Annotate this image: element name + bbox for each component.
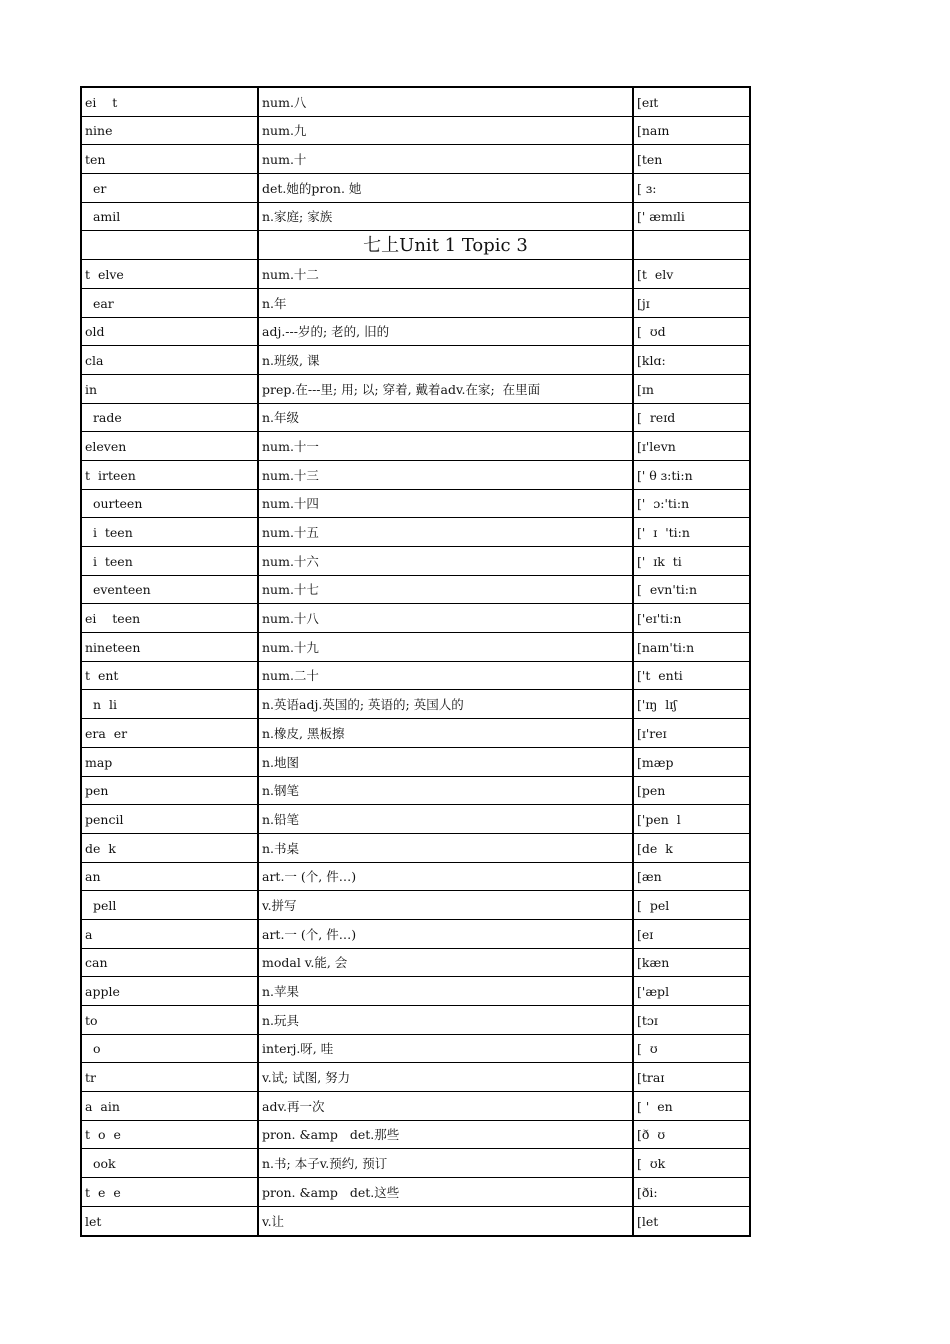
phonetic-cell: [ ʊ <box>633 1034 750 1063</box>
meaning-cell: art.一 (个, 件…) <box>258 862 633 891</box>
phonetic-cell: [mæp <box>633 747 750 776</box>
word-cell: i teen <box>81 547 258 576</box>
phonetic-cell: [ði: <box>633 1178 750 1207</box>
word-cell: t elve <box>81 260 258 289</box>
meaning-cell: num.十六 <box>258 547 633 576</box>
word-cell: de k <box>81 833 258 862</box>
word-cell: in <box>81 374 258 403</box>
phonetic-cell: [naɪn'ti:n <box>633 633 750 662</box>
phonetic-cell: [' æmɪli <box>633 202 750 231</box>
vocab-row <box>81 346 750 375</box>
vocab-row <box>81 805 750 834</box>
phonetic-cell: [' ɪ 'ti:n <box>633 518 750 547</box>
word-cell: eleven <box>81 432 258 461</box>
vocab-row <box>81 145 750 174</box>
vocab-row <box>81 87 750 116</box>
phonetic-cell: [traɪ <box>633 1063 750 1092</box>
vocab-row <box>81 919 750 948</box>
phonetic-cell: ['eɪ'ti:n <box>633 604 750 633</box>
meaning-cell: n.钢笔 <box>258 776 633 805</box>
phonetic-cell: ['ɪŋ lɪʃ <box>633 690 750 719</box>
vocab-row <box>81 174 750 203</box>
section-empty-cell-right <box>633 231 750 260</box>
word-cell: to <box>81 1006 258 1035</box>
meaning-cell: v.试; 试图, 努力 <box>258 1063 633 1092</box>
vocab-row <box>81 977 750 1006</box>
phonetic-cell: [kæn <box>633 948 750 977</box>
meaning-cell: n.年级 <box>258 403 633 432</box>
word-cell: t irteen <box>81 460 258 489</box>
phonetic-cell: [ reɪd <box>633 403 750 432</box>
vocab-row <box>81 948 750 977</box>
meaning-cell: num.十八 <box>258 604 633 633</box>
phonetic-cell: [' θ ɜ:ti:n <box>633 460 750 489</box>
vocab-row <box>81 604 750 633</box>
word-cell: nineteen <box>81 633 258 662</box>
word-cell: can <box>81 948 258 977</box>
word-cell: o <box>81 1034 258 1063</box>
meaning-cell: adj.---岁的; 老的, 旧的 <box>258 317 633 346</box>
section-title: 七上Unit 1 Topic 3 <box>258 231 633 260</box>
phonetic-cell: ['pen l <box>633 805 750 834</box>
vocab-row <box>81 575 750 604</box>
section-header-group <box>81 231 750 260</box>
word-cell: ten <box>81 145 258 174</box>
phonetic-cell: [eɪ <box>633 919 750 948</box>
meaning-cell: num.十 <box>258 145 633 174</box>
meaning-cell: art.一 (个, 件…) <box>258 919 633 948</box>
word-cell: tr <box>81 1063 258 1092</box>
meaning-cell: num.八 <box>258 87 633 116</box>
vocab-row <box>81 776 750 805</box>
word-cell: pell <box>81 891 258 920</box>
vocab-row <box>81 116 750 145</box>
vocab-row <box>81 374 750 403</box>
vocab-row <box>81 747 750 776</box>
meaning-cell: n.地图 <box>258 747 633 776</box>
word-cell: i teen <box>81 518 258 547</box>
meaning-cell: num.十二 <box>258 260 633 289</box>
phonetic-cell: [æn <box>633 862 750 891</box>
phonetic-cell: [tɔɪ <box>633 1006 750 1035</box>
phonetic-cell: [de k <box>633 833 750 862</box>
meaning-cell: n.苹果 <box>258 977 633 1006</box>
word-cell: rade <box>81 403 258 432</box>
phonetic-cell: [ɪ'reɪ <box>633 719 750 748</box>
vocab-row <box>81 260 750 289</box>
meaning-cell: num.十九 <box>258 633 633 662</box>
meaning-cell: v.让 <box>258 1206 633 1235</box>
vocab-row <box>81 317 750 346</box>
phonetic-cell: [ɪn <box>633 374 750 403</box>
phonetic-cell: [ten <box>633 145 750 174</box>
phonetic-cell: [pen <box>633 776 750 805</box>
vocab-row <box>81 690 750 719</box>
phonetic-cell: ['t enti <box>633 661 750 690</box>
word-cell: ook <box>81 1149 258 1178</box>
meaning-cell: modal v.能, 会 <box>258 948 633 977</box>
vocab-row <box>81 518 750 547</box>
meaning-cell: prep.在---里; 用; 以; 穿着, 戴着adv.在家; 在里面 <box>258 374 633 403</box>
word-cell: ei teen <box>81 604 258 633</box>
phonetic-cell: [eɪt <box>633 87 750 116</box>
meaning-cell: num.十四 <box>258 489 633 518</box>
vocab-row <box>81 661 750 690</box>
meaning-cell: n.玩具 <box>258 1006 633 1035</box>
word-cell: map <box>81 747 258 776</box>
meaning-cell: n.家庭; 家族 <box>258 202 633 231</box>
word-cell: nine <box>81 116 258 145</box>
word-cell: pen <box>81 776 258 805</box>
word-cell: er <box>81 174 258 203</box>
meaning-cell: num.十一 <box>258 432 633 461</box>
meaning-cell: num.二十 <box>258 661 633 690</box>
word-cell: ear <box>81 288 258 317</box>
word-cell: a <box>81 919 258 948</box>
meaning-cell: det.她的pron. 她 <box>258 174 633 203</box>
meaning-cell: num.九 <box>258 116 633 145</box>
word-cell: amil <box>81 202 258 231</box>
word-cell: pencil <box>81 805 258 834</box>
vocabulary-rows-bottom <box>81 260 750 1236</box>
phonetic-cell: [naɪn <box>633 116 750 145</box>
word-cell: ourteen <box>81 489 258 518</box>
phonetic-cell: [' ɪk ti <box>633 547 750 576</box>
vocabulary-rows-top <box>81 87 750 231</box>
word-cell: apple <box>81 977 258 1006</box>
meaning-cell: n.班级, 课 <box>258 346 633 375</box>
word-cell: ei t <box>81 87 258 116</box>
meaning-cell: n.英语adj.英国的; 英语的; 英国人的 <box>258 690 633 719</box>
word-cell: eventeen <box>81 575 258 604</box>
phonetic-cell: [ ʊd <box>633 317 750 346</box>
section-empty-cell-left <box>81 231 258 260</box>
phonetic-cell: [ ʊk <box>633 1149 750 1178</box>
vocab-row <box>81 1120 750 1149</box>
vocab-row <box>81 489 750 518</box>
vocab-row <box>81 862 750 891</box>
phonetic-cell: [t elv <box>633 260 750 289</box>
vocab-row <box>81 1206 750 1235</box>
word-cell: a ain <box>81 1092 258 1121</box>
phonetic-cell: [' ɔ:'ti:n <box>633 489 750 518</box>
phonetic-cell: ['æpl <box>633 977 750 1006</box>
meaning-cell: num.十三 <box>258 460 633 489</box>
meaning-cell: num.十五 <box>258 518 633 547</box>
vocab-row <box>81 547 750 576</box>
vocab-row <box>81 460 750 489</box>
phonetic-cell: [ ɜ: <box>633 174 750 203</box>
word-cell: old <box>81 317 258 346</box>
word-cell: t ent <box>81 661 258 690</box>
meaning-cell: pron. &amp det.这些 <box>258 1178 633 1207</box>
vocab-row <box>81 1063 750 1092</box>
meaning-cell: interj.呀, 哇 <box>258 1034 633 1063</box>
vocab-row <box>81 833 750 862</box>
meaning-cell: num.十七 <box>258 575 633 604</box>
word-cell: cla <box>81 346 258 375</box>
vocab-row <box>81 891 750 920</box>
vocab-row <box>81 1178 750 1207</box>
word-cell: t o e <box>81 1120 258 1149</box>
word-cell: t e e <box>81 1178 258 1207</box>
vocab-row <box>81 719 750 748</box>
vocab-row <box>81 403 750 432</box>
meaning-cell: adv.再一次 <box>258 1092 633 1121</box>
vocab-row <box>81 633 750 662</box>
vocab-row <box>81 1092 750 1121</box>
vocab-row <box>81 202 750 231</box>
meaning-cell: n.铅笔 <box>258 805 633 834</box>
word-cell: n li <box>81 690 258 719</box>
phonetic-cell: [ð ʊ <box>633 1120 750 1149</box>
vocab-row <box>81 1149 750 1178</box>
phonetic-cell: [ɪ'levn <box>633 432 750 461</box>
vocab-row <box>81 432 750 461</box>
meaning-cell: n.书桌 <box>258 833 633 862</box>
meaning-cell: v.拼写 <box>258 891 633 920</box>
meaning-cell: pron. &amp det.那些 <box>258 1120 633 1149</box>
meaning-cell: n.年 <box>258 288 633 317</box>
vocab-row <box>81 288 750 317</box>
meaning-cell: n.橡皮, 黑板擦 <box>258 719 633 748</box>
phonetic-cell: [klɑ: <box>633 346 750 375</box>
word-cell: let <box>81 1206 258 1235</box>
phonetic-cell: [ pel <box>633 891 750 920</box>
section-header-row <box>81 231 750 260</box>
vocab-row <box>81 1006 750 1035</box>
phonetic-cell: [ evn'ti:n <box>633 575 750 604</box>
word-cell: an <box>81 862 258 891</box>
meaning-cell: n.书; 本子v.预约, 预订 <box>258 1149 633 1178</box>
word-cell: era er <box>81 719 258 748</box>
phonetic-cell: [let <box>633 1206 750 1235</box>
vocab-row <box>81 1034 750 1063</box>
phonetic-cell: [ ' en <box>633 1092 750 1121</box>
phonetic-cell: [jɪ <box>633 288 750 317</box>
vocabulary-table <box>80 86 751 1237</box>
